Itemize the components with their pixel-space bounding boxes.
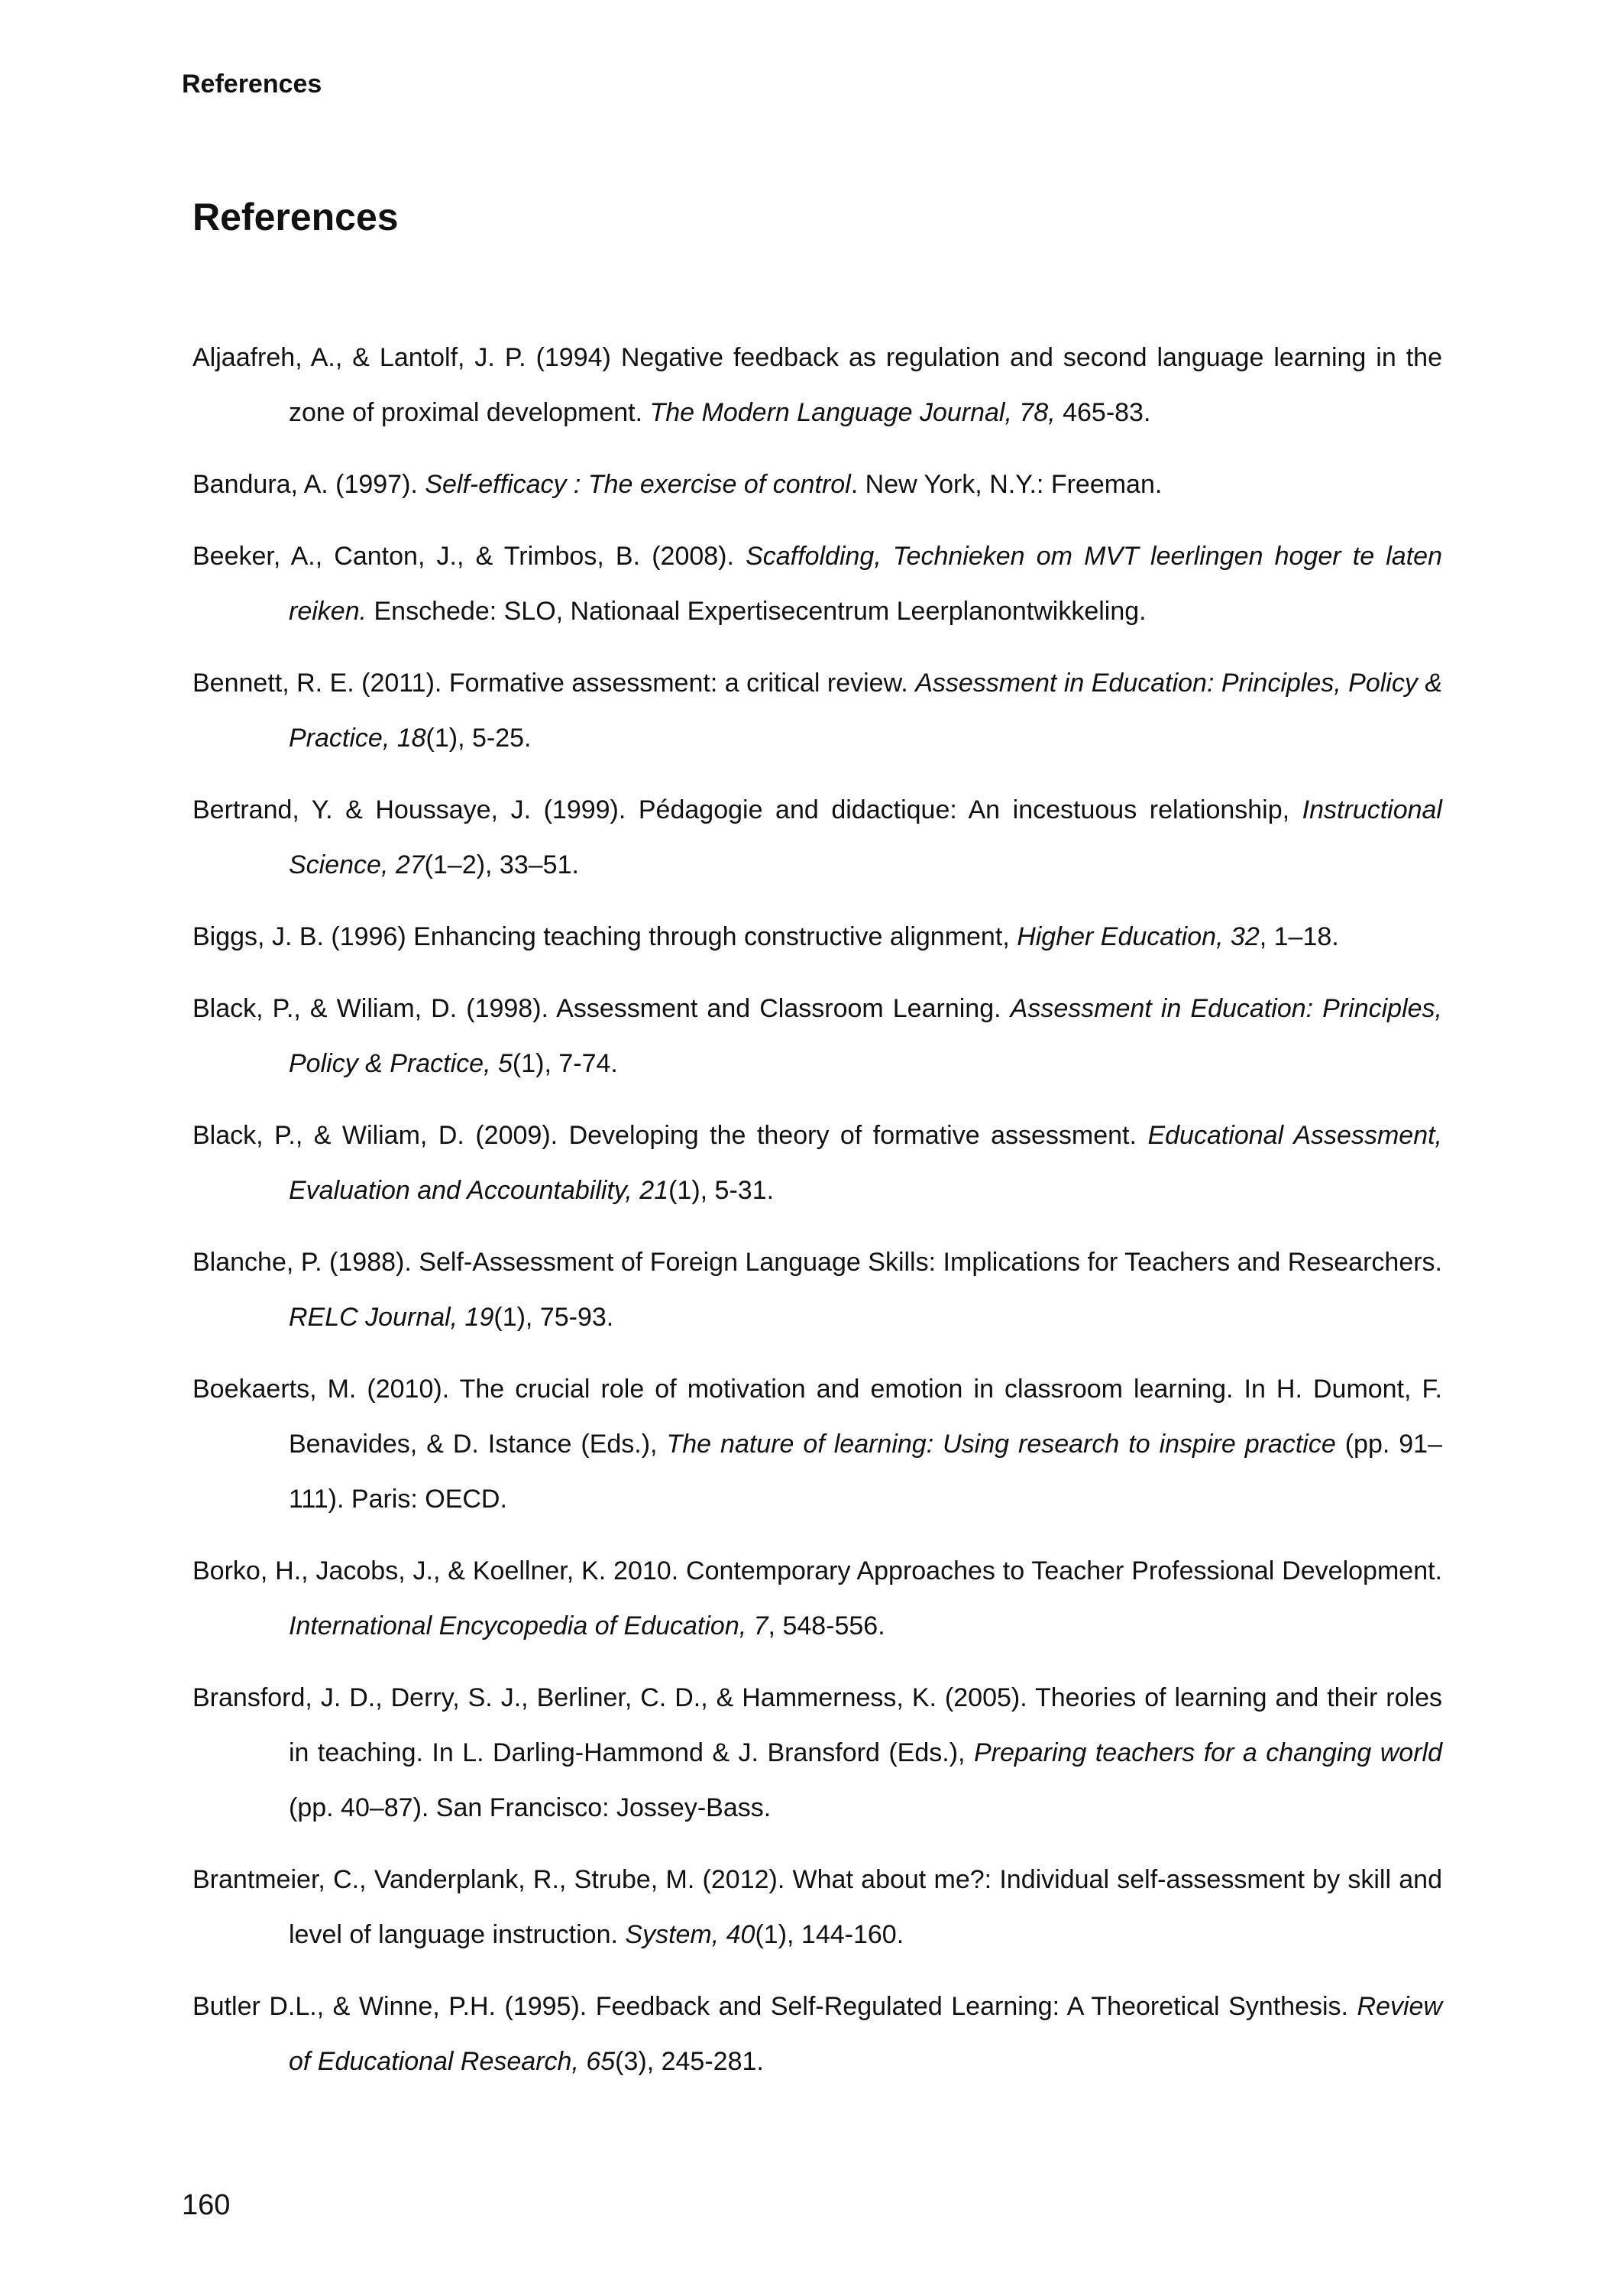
reference-source-title: Instructional Science, 27 bbox=[289, 795, 1442, 879]
reference-text: (1), 5-25. bbox=[425, 724, 532, 753]
reference-text: (1–2), 33–51. bbox=[424, 850, 579, 879]
reference-text: . New York, N.Y.: Freeman. bbox=[850, 470, 1163, 499]
running-header: References bbox=[182, 70, 322, 99]
reference-entry bbox=[192, 330, 1442, 440]
reference-text: Black, P., & Wiliam, D. (2009). Developing the theory of formative assessment. bbox=[192, 1121, 1148, 1150]
reference-entry bbox=[192, 782, 1442, 892]
reference-entry bbox=[192, 981, 1442, 1091]
reference-text: Borko, H., Jacobs, J., & Koellner, K. 2010. Contemporary Approaches to Teacher Professional Development. bbox=[192, 1556, 1442, 1585]
reference-text: (pp. 40–87). San Francisco: Jossey-Bass. bbox=[289, 1793, 772, 1822]
reference-entry bbox=[192, 1852, 1442, 1962]
reference-source-title: The Modern Language Journal, 78, bbox=[649, 398, 1056, 427]
reference-text: Enschede: SLO, Nationaal Expertisecentrum Leerplanontwikkeling. bbox=[367, 597, 1147, 626]
reference-source-title: Assessment in Education: Principles, Policy & Practice, 18 bbox=[289, 669, 1442, 753]
reference-entry bbox=[192, 909, 1442, 964]
reference-text: Bertrand, Y. & Houssaye, J. (1999). Pédagogie and didactique: An incestuous relationship, bbox=[192, 795, 1302, 824]
reference-entry bbox=[192, 529, 1442, 639]
page-number: 160 bbox=[182, 2189, 231, 2221]
reference-entry bbox=[192, 1108, 1442, 1218]
reference-source-title: RELC Journal, 19 bbox=[289, 1303, 494, 1332]
reference-list bbox=[192, 330, 1442, 2106]
page-title: References bbox=[192, 196, 399, 238]
reference-text: (3), 245-281. bbox=[615, 2047, 764, 2076]
reference-text: (pp. 91–111). Paris: OECD. bbox=[289, 1430, 1442, 1514]
reference-text: , 1–18. bbox=[1259, 922, 1339, 951]
reference-source-title: System, 40 bbox=[625, 1920, 755, 1949]
reference-source-title: Higher Education, 32 bbox=[1017, 922, 1260, 951]
reference-source-title: Preparing teachers for a changing world bbox=[973, 1738, 1442, 1767]
reference-text: Black, P., & Wiliam, D. (1998). Assessment and Classroom Learning. bbox=[192, 994, 1011, 1023]
reference-text: Bandura, A. (1997). bbox=[192, 470, 425, 499]
reference-entry bbox=[192, 656, 1442, 766]
reference-text: Boekaerts, M. (2010). The crucial role of motivation and emotion in classroom learning. In H. Dumont, F. Benavides, & D. Istance (Eds.), bbox=[192, 1375, 1442, 1459]
reference-source-title: Review of Educational Research, 65 bbox=[289, 1992, 1442, 2076]
reference-entry bbox=[192, 1362, 1442, 1527]
reference-source-title: Educational Assessment, Evaluation and Accountability, 21 bbox=[289, 1121, 1442, 1205]
reference-text: 465-83. bbox=[1055, 398, 1151, 427]
reference-source-title: The nature of learning: Using research to inspire practice bbox=[666, 1430, 1336, 1459]
reference-text: Butler D.L., & Winne, P.H. (1995). Feedback and Self-Regulated Learning: A Theoretical Synthesis. bbox=[192, 1992, 1357, 2021]
reference-text: Beeker, A., Canton, J., & Trimbos, B. (2008). bbox=[192, 542, 746, 571]
reference-text: (1), 75-93. bbox=[493, 1303, 614, 1332]
reference-source-title: Assessment in Education: Principles, Policy & Practice, 5 bbox=[289, 994, 1443, 1078]
reference-entry bbox=[192, 1543, 1442, 1653]
reference-entry bbox=[192, 457, 1442, 512]
reference-source-title: Self-efficacy : The exercise of control bbox=[425, 470, 851, 499]
reference-source-title: International Encycopedia of Education, 7 bbox=[289, 1611, 768, 1640]
reference-text: Blanche, P. (1988). Self-Assessment of Foreign Language Skills: Implications for Teachers and Researchers. bbox=[192, 1248, 1442, 1277]
reference-entry bbox=[192, 1670, 1442, 1835]
reference-entry bbox=[192, 1235, 1442, 1345]
reference-source-title: Scaffolding, Technieken om MVT leerlingen hoger te laten reiken. bbox=[289, 542, 1442, 626]
reference-text: Bransford, J. D., Derry, S. J., Berliner, C. D., & Hammerness, K. (2005). Theories of learning and their roles in teaching. In L. Darling-Hammond & J. Bransford (Eds.), bbox=[192, 1683, 1442, 1767]
reference-text: , 548-556. bbox=[768, 1611, 885, 1640]
reference-text: Biggs, J. B. (1996) Enhancing teaching through constructive alignment, bbox=[192, 922, 1017, 951]
reference-text: Brantmeier, C., Vanderplank, R., Strube, M. (2012). What about me?: Individual self-assessment by skill and level of language instruction. bbox=[192, 1865, 1442, 1949]
reference-text: (1), 144-160. bbox=[755, 1920, 904, 1949]
reference-text: (1), 7-74. bbox=[512, 1049, 618, 1078]
reference-entry bbox=[192, 1979, 1442, 2089]
reference-text: Bennett, R. E. (2011). Formative assessment: a critical review. bbox=[192, 669, 916, 698]
reference-text: Aljaafreh, A., & Lantolf, J. P. (1994) Negative feedback as regulation and second language learning in the zone of proximal development. bbox=[192, 343, 1442, 427]
reference-text: (1), 5-31. bbox=[668, 1176, 775, 1205]
